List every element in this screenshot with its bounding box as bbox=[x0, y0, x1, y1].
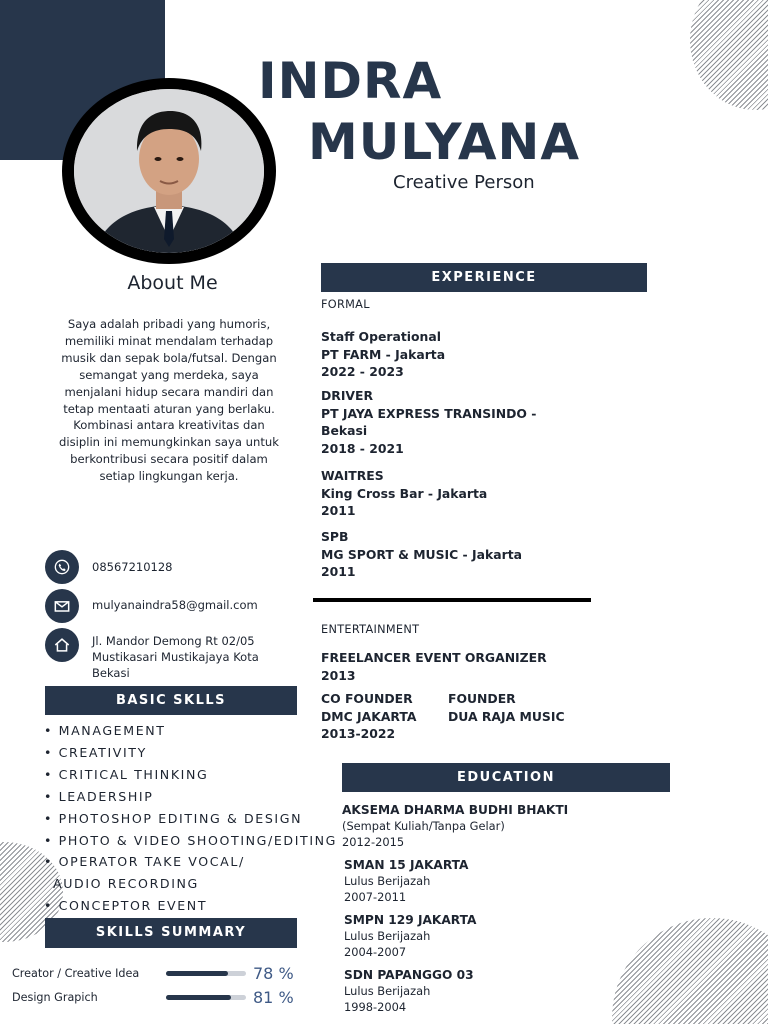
school-name: SMPN 129 JAKARTA bbox=[344, 913, 477, 927]
experience-title: CO FOUNDER bbox=[321, 691, 413, 706]
experience-line: 2013-2022 bbox=[321, 726, 396, 742]
school-name: SMAN 15 JAKARTA bbox=[344, 858, 469, 872]
list-item: • CRITICAL THINKING bbox=[44, 766, 209, 782]
email-address: mulyanaindra58@gmail.com bbox=[92, 598, 258, 612]
address-line: Bekasi bbox=[92, 666, 130, 680]
experience-line: 2022 - 2023 bbox=[321, 364, 404, 380]
skills-summary-heading: SKILLS SUMMARY bbox=[45, 918, 297, 948]
school-status: (Sempat Kuliah/Tanpa Gelar) bbox=[342, 819, 505, 833]
experience-line: PT JAYA EXPRESS TRANSINDO - bbox=[321, 405, 537, 421]
experience-line: 2011 bbox=[321, 564, 356, 580]
school-status: Lulus Berijazah bbox=[344, 984, 431, 998]
list-item: • PHOTOSHOP EDITING & DESIGN bbox=[44, 810, 303, 826]
address-line: Jl. Mandor Demong Rt 02/05 bbox=[92, 634, 255, 648]
education-item bbox=[344, 967, 474, 1015]
list-item: • CONCEPTOR EVENT bbox=[44, 898, 208, 914]
experience-item bbox=[321, 690, 416, 743]
experience-title: FREELANCER EVENT ORGANIZER bbox=[321, 650, 547, 665]
profile-photo bbox=[74, 89, 264, 253]
experience-item bbox=[321, 467, 487, 520]
experience-line: DMC JAKARTA bbox=[321, 708, 417, 724]
list-item: • OPERATOR TAKE VOCAL/ bbox=[44, 854, 245, 870]
last-name: MULYANA bbox=[308, 113, 581, 171]
list-item: • LEADERSHIP bbox=[44, 788, 154, 804]
mail-icon bbox=[45, 589, 79, 623]
experience-item bbox=[448, 690, 565, 725]
experience-title: DRIVER bbox=[321, 388, 374, 403]
experience-line: Bekasi bbox=[321, 423, 368, 439]
school-status: Lulus Berijazah bbox=[344, 874, 431, 888]
experience-line: MG SPORT & MUSIC - Jakarta bbox=[321, 546, 522, 562]
list-item: AUDIO RECORDING bbox=[53, 876, 199, 892]
education-item bbox=[344, 857, 468, 905]
entertainment-label: ENTERTAINMENT bbox=[321, 623, 420, 636]
school-years: 2004-2007 bbox=[344, 945, 407, 959]
experience-item bbox=[321, 528, 522, 581]
skill-level-fill bbox=[166, 971, 228, 976]
list-item: • PHOTO & VIDEO SHOOTING/EDITING bbox=[44, 832, 338, 848]
skill-label: Creator / Creative Idea bbox=[12, 967, 140, 980]
job-title: Creative Person bbox=[393, 172, 535, 193]
phone-icon bbox=[45, 550, 79, 584]
education-item bbox=[342, 802, 568, 850]
basic-skills-heading: BASIC SKLLS bbox=[45, 686, 297, 715]
school-years: 1998-2004 bbox=[344, 1000, 407, 1014]
experience-item bbox=[321, 328, 445, 381]
basic-skills-list bbox=[44, 720, 337, 917]
experience-line: 2018 - 2021 bbox=[321, 440, 404, 456]
experience-title: FOUNDER bbox=[448, 691, 516, 706]
hatched-circle-bottom-right bbox=[612, 918, 768, 1024]
school-name: AKSEMA DHARMA BUDHI BHAKTI bbox=[342, 803, 569, 817]
experience-line: PT FARM - Jakarta bbox=[321, 346, 446, 362]
list-item: • MANAGEMENT bbox=[44, 723, 166, 738]
skill-level-track bbox=[166, 971, 246, 976]
hatched-circle-top-right bbox=[690, 0, 768, 110]
school-years: 2012-2015 bbox=[342, 835, 405, 849]
education-item bbox=[344, 912, 476, 960]
about-heading: About Me bbox=[127, 272, 218, 294]
skill-percent: 78 % bbox=[253, 964, 294, 983]
address-line: Mustikasari Mustikajaya Kota bbox=[92, 650, 259, 664]
list-item: • CREATIVITY bbox=[44, 744, 147, 760]
skill-level-fill bbox=[166, 995, 231, 1000]
first-name: INDRA bbox=[258, 52, 443, 110]
formal-label: FORMAL bbox=[321, 298, 370, 311]
experience-line: DUA RAJA MUSIC bbox=[448, 708, 565, 724]
about-text: Saya adalah pribadi yang humoris, memiliki minat mendalam terhadap musik dan sepak bola/futsal. Dengan semangat yang merdeka, saya menjalani hidup secara mandiri dan tetap mentaati aturan yang berlaku. Kombinasi antara kreativitas dan disiplin ini memungkinkan saya untuk berkontribusi secara positif dalam setiap lingkungan kerja. bbox=[59, 317, 279, 484]
experience-line: 2013 bbox=[321, 667, 356, 683]
skill-level-track bbox=[166, 995, 246, 1000]
experience-line: 2011 bbox=[321, 503, 356, 519]
skill-percent: 81 % bbox=[253, 988, 294, 1007]
section-divider bbox=[313, 598, 591, 602]
experience-title: WAITRES bbox=[321, 468, 384, 483]
home-icon bbox=[45, 628, 79, 662]
experience-item bbox=[321, 387, 536, 457]
address bbox=[92, 633, 259, 681]
experience-title: Staff Operational bbox=[321, 329, 441, 344]
school-status: Lulus Berijazah bbox=[344, 929, 431, 943]
school-years: 2007-2011 bbox=[344, 890, 407, 904]
experience-item bbox=[321, 649, 547, 684]
experience-line: King Cross Bar - Jakarta bbox=[321, 485, 488, 501]
skill-label: Design Grapich bbox=[12, 991, 98, 1004]
school-name: SDN PAPANGGO 03 bbox=[344, 968, 474, 982]
experience-title: SPB bbox=[321, 529, 349, 544]
phone-number: 08567210128 bbox=[92, 560, 173, 574]
education-heading: EDUCATION bbox=[342, 763, 670, 792]
experience-heading: EXPERIENCE bbox=[321, 263, 647, 292]
